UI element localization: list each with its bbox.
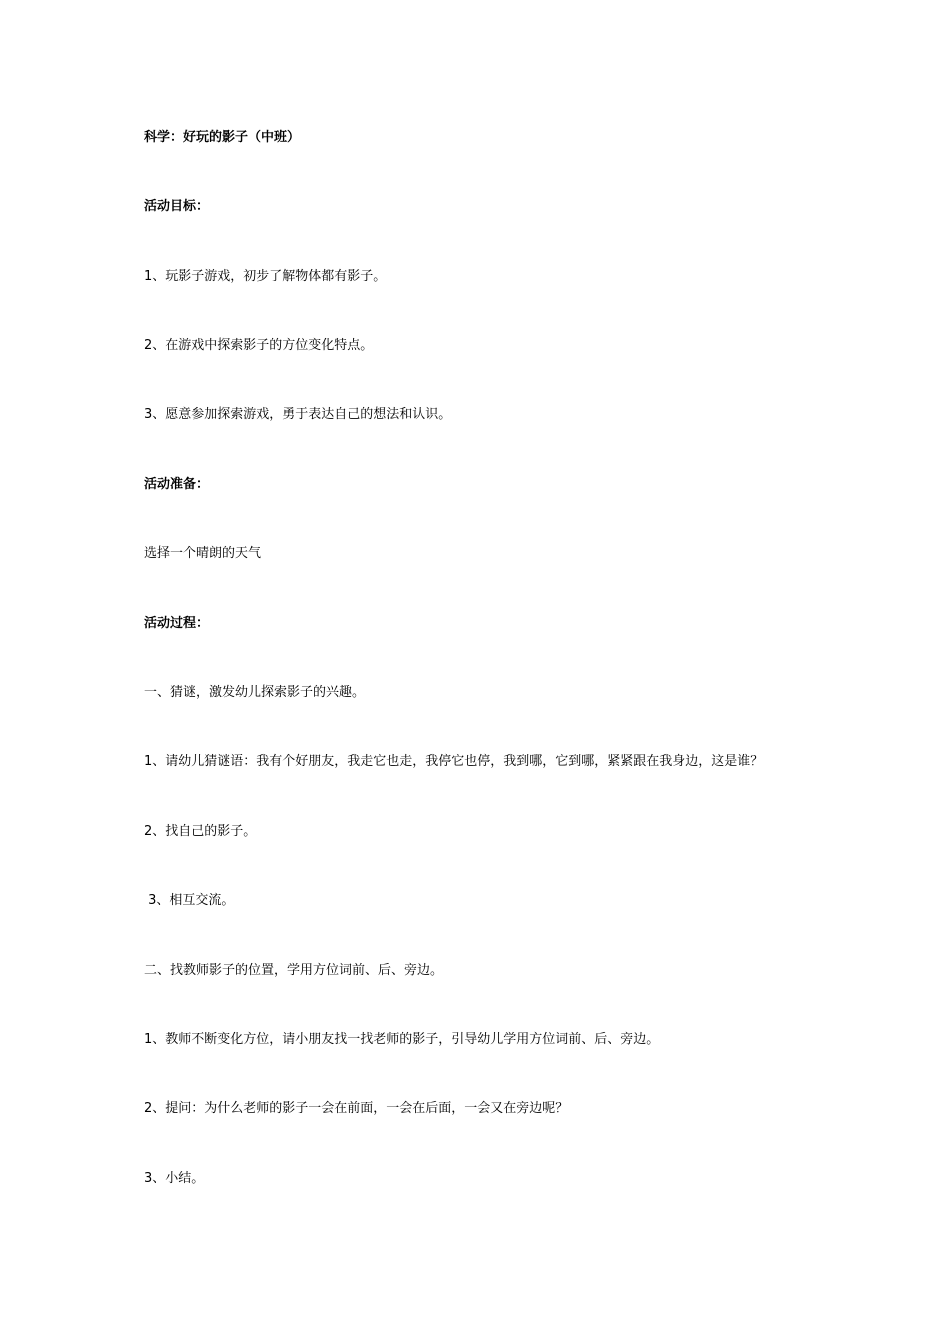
part2-title: 二、找教师影子的位置，学用方位词前、后、旁边。	[144, 963, 444, 978]
process-heading: 活动过程：	[144, 616, 210, 631]
part1-step: 3、相互交流。	[144, 893, 235, 908]
goal-item: 3、愿意参加探索游戏，勇于表达自己的想法和认识。	[144, 407, 452, 422]
prep-heading: 活动准备：	[144, 477, 210, 492]
document-title: 科学：好玩的影子（中班）	[144, 130, 301, 145]
part1-title: 一、猜谜，激发幼儿探索影子的兴趣。	[144, 685, 366, 700]
goal-item: 2、在游戏中探索影子的方位变化特点。	[144, 338, 374, 353]
prep-text: 选择一个晴朗的天气	[144, 546, 262, 561]
part2-step: 3、小结。	[144, 1171, 205, 1186]
part2-step: 1、教师不断变化方位，请小朋友找一找老师的影子，引导幼儿学用方位词前、后、旁边。	[144, 1032, 660, 1047]
goal-item: 1、玩影子游戏，初步了解物体都有影子。	[144, 269, 387, 284]
part2-step: 2、提问：为什么老师的影子一会在前面，一会在后面，一会又在旁边呢？	[144, 1101, 569, 1116]
part1-step: 2、找自己的影子。	[144, 824, 257, 839]
goals-heading: 活动目标：	[144, 199, 210, 214]
part1-step: 1、请幼儿猜谜语：我有个好朋友，我走它也走，我停它也停，我到哪，它到哪，紧紧跟在我身边，这是谁？	[144, 754, 764, 769]
